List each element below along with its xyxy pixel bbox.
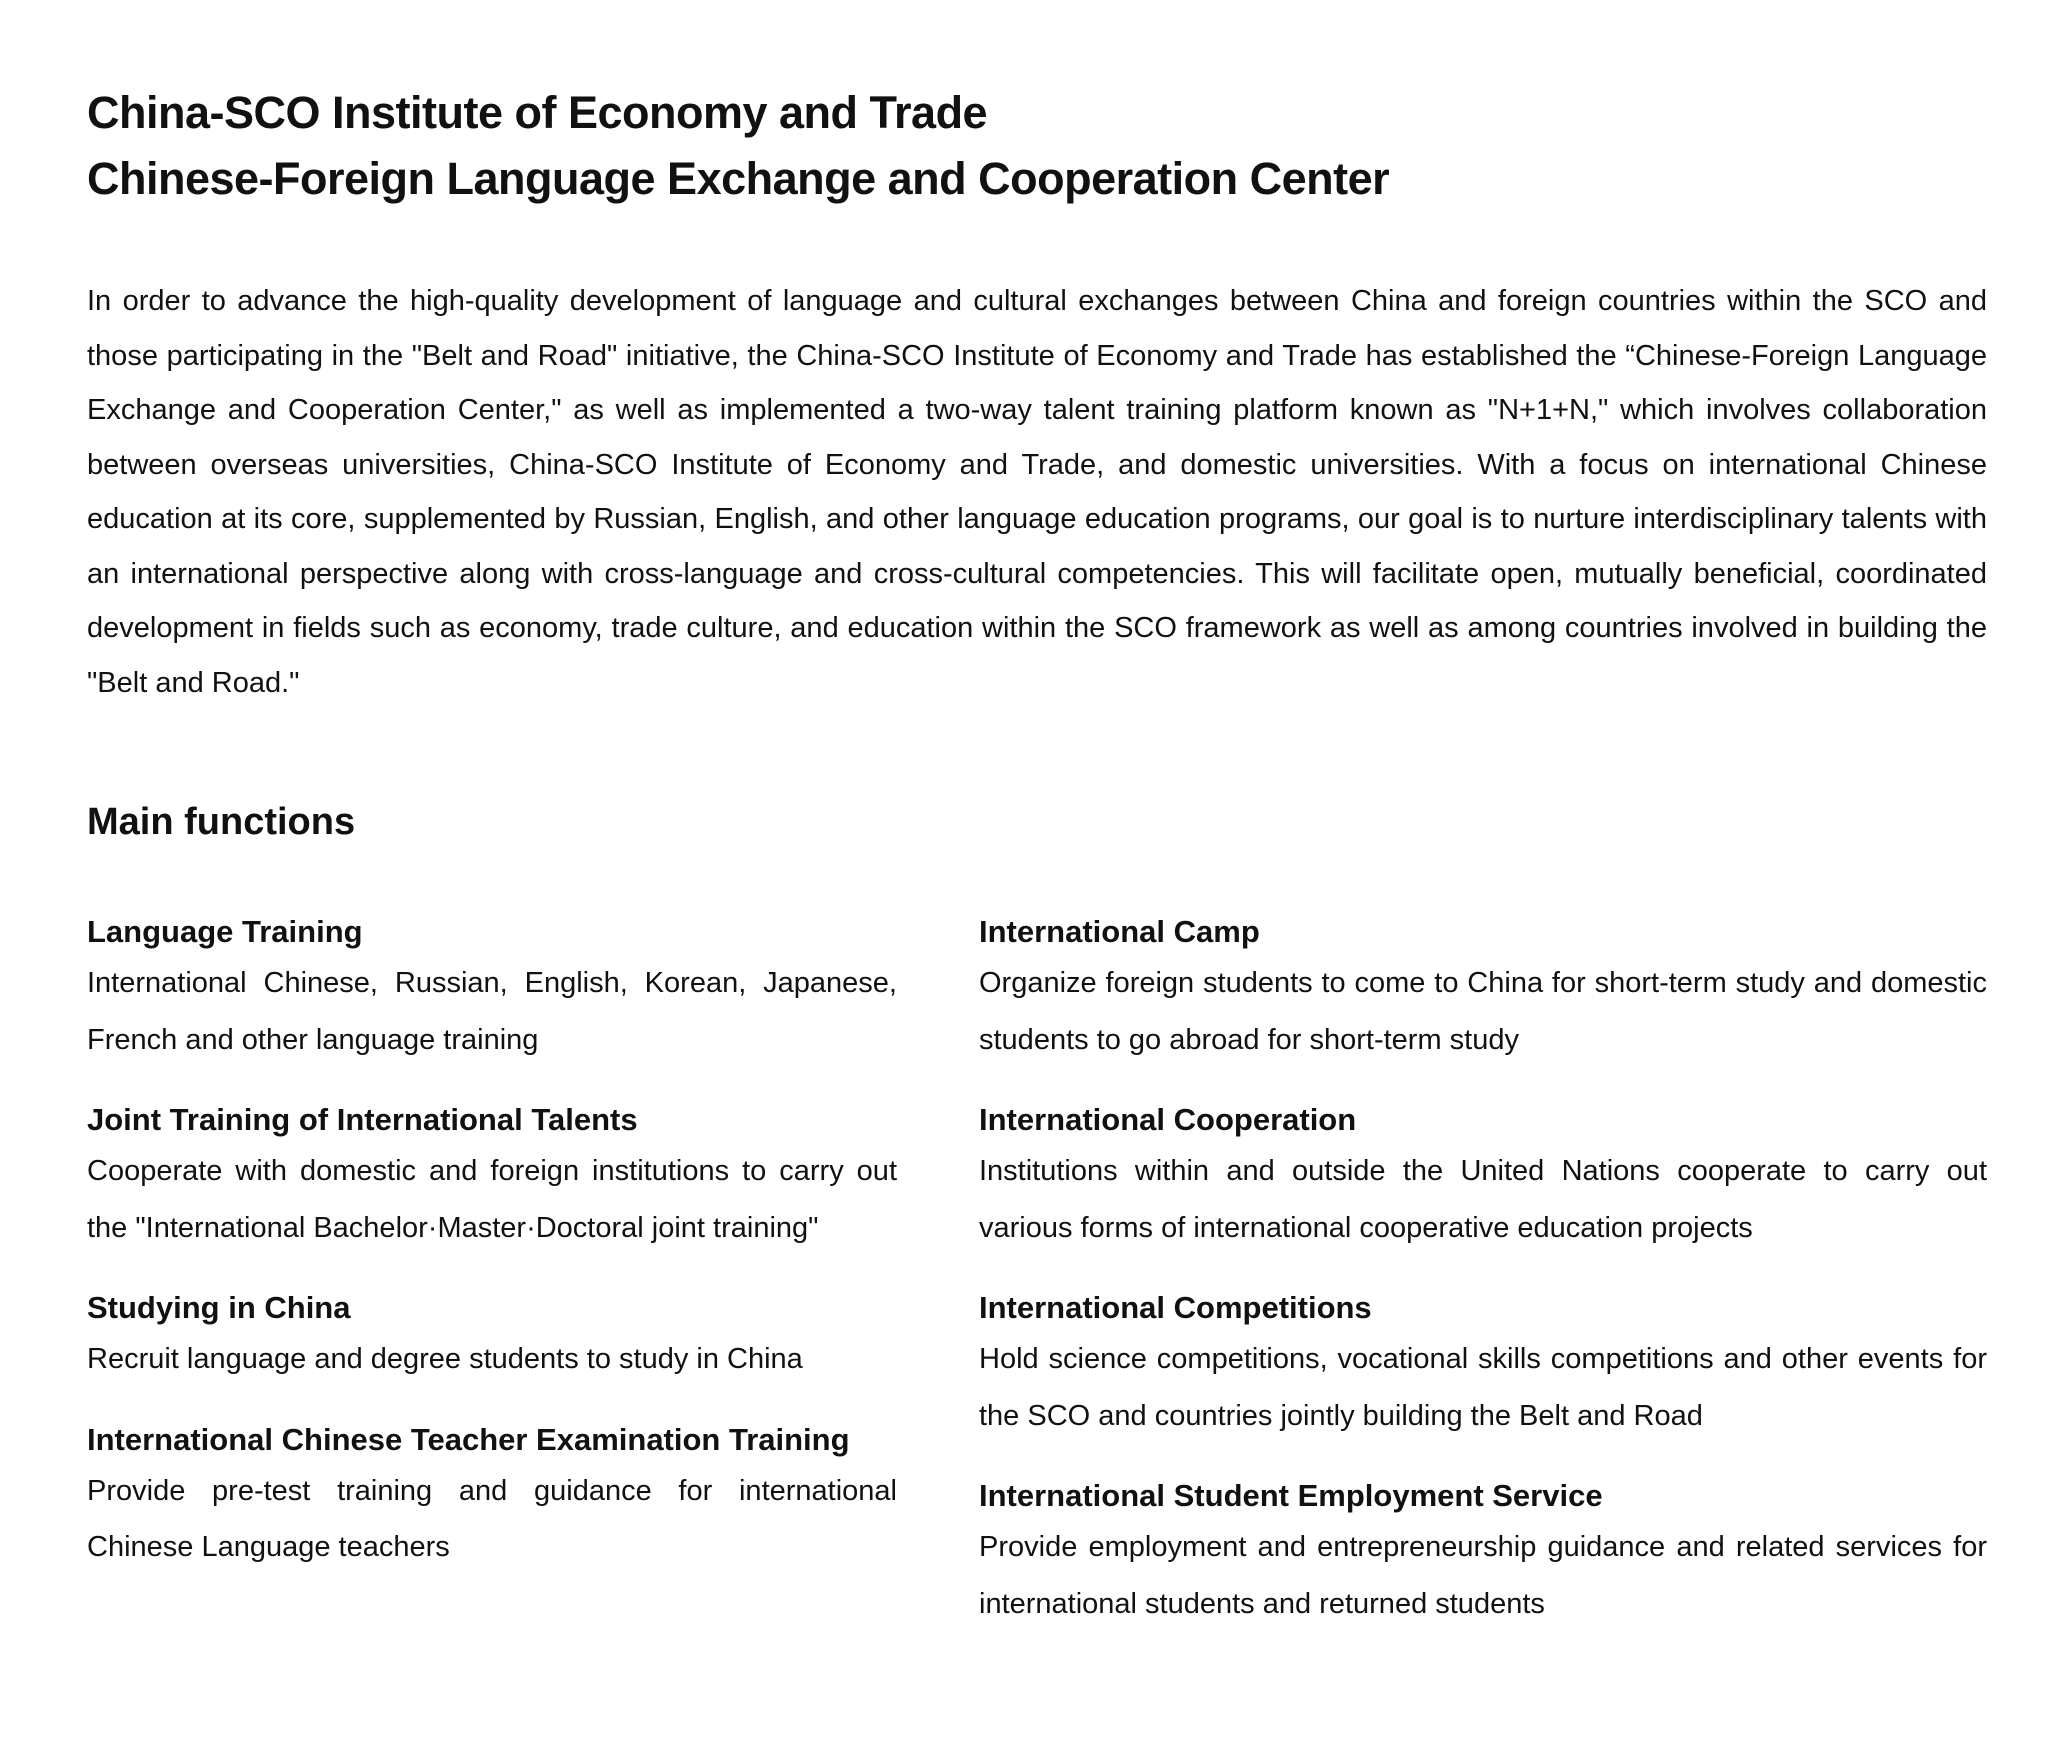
function-description: Organize foreign students to come to China for short-term study and domestic students to go abroad for short-term study (979, 967, 1987, 1056)
functions-grid (87, 909, 1987, 1661)
functions-left-column (87, 909, 897, 1661)
function-item-joint-training (87, 1097, 897, 1256)
function-title: International Chinese Teacher Examination Training (87, 1421, 850, 1457)
function-description: International Chinese, Russian, English, Korean, Japanese, French and other language training (87, 967, 897, 1056)
intro-paragraph: In order to advance the high-quality development of language and cultural exchanges between China and foreign countries within the SCO and those participating in the "Belt and Road" initiative, the China-SCO Institute of Economy and Trade has established the “Chinese-Foreign Language Exchange and Cooperation Center," as well as implemented a two-way talent training platform known as "N+1+N," which involves collaboration between overseas universities, China-SCO Institute of Economy and Trade, and domestic universities. With a focus on international Chinese education at its core, supplemented by Russian, English, and other language education programs, our goal is to nurture interdisciplinary talents with an international perspective along with cross-language and cross-cultural competencies. This will facilitate open, mutually beneficial, coordinated development in fields such as economy, trade culture, and education within the SCO framework as well as among countries involved in building the "Belt and Road." (87, 285, 1987, 699)
function-item-international-camp (979, 909, 1987, 1068)
function-description: Provide employment and entrepreneurship guidance and related services for international students and returned students (979, 1531, 1987, 1620)
function-title: International Camp (979, 914, 1260, 949)
function-description: Provide pre-test training and guidance for international Chinese Language teachers (87, 1474, 897, 1563)
function-description: Recruit language and degree students to study in China (87, 1343, 803, 1375)
function-item-international-cooperation (979, 1097, 1987, 1256)
function-title: Language Training (87, 914, 363, 949)
page-title-line-2: Chinese-Foreign Language Exchange and Cooperation Center (87, 153, 1390, 204)
function-title: International Student Employment Service (979, 1478, 1603, 1513)
document-page (87, 80, 1987, 1661)
function-title: Studying in China (87, 1290, 351, 1325)
function-item-employment-service (979, 1473, 1987, 1632)
functions-right-column (979, 909, 1987, 1661)
page-title-line-1: China-SCO Institute of Economy and Trade (87, 87, 988, 138)
function-description: Hold science competitions, vocational skills competitions and other events for the SCO and countries jointly building the Belt and Road (979, 1343, 1987, 1432)
function-title: International Competitions (979, 1290, 1372, 1325)
function-item-international-competitions (979, 1285, 1987, 1444)
function-item-studying-in-china (87, 1285, 897, 1388)
function-item-teacher-exam-training (87, 1417, 897, 1576)
function-item-language-training (87, 909, 897, 1068)
function-title: International Cooperation (979, 1102, 1357, 1137)
function-title: Joint Training of International Talents (87, 1102, 638, 1137)
main-functions-heading: Main functions (87, 801, 356, 843)
function-description: Cooperate with domestic and foreign institutions to carry out the "International Bachelor·Master·Doctoral joint training" (87, 1155, 897, 1244)
function-description: Institutions within and outside the United Nations cooperate to carry out various forms of international cooperative education projects (979, 1155, 1987, 1244)
